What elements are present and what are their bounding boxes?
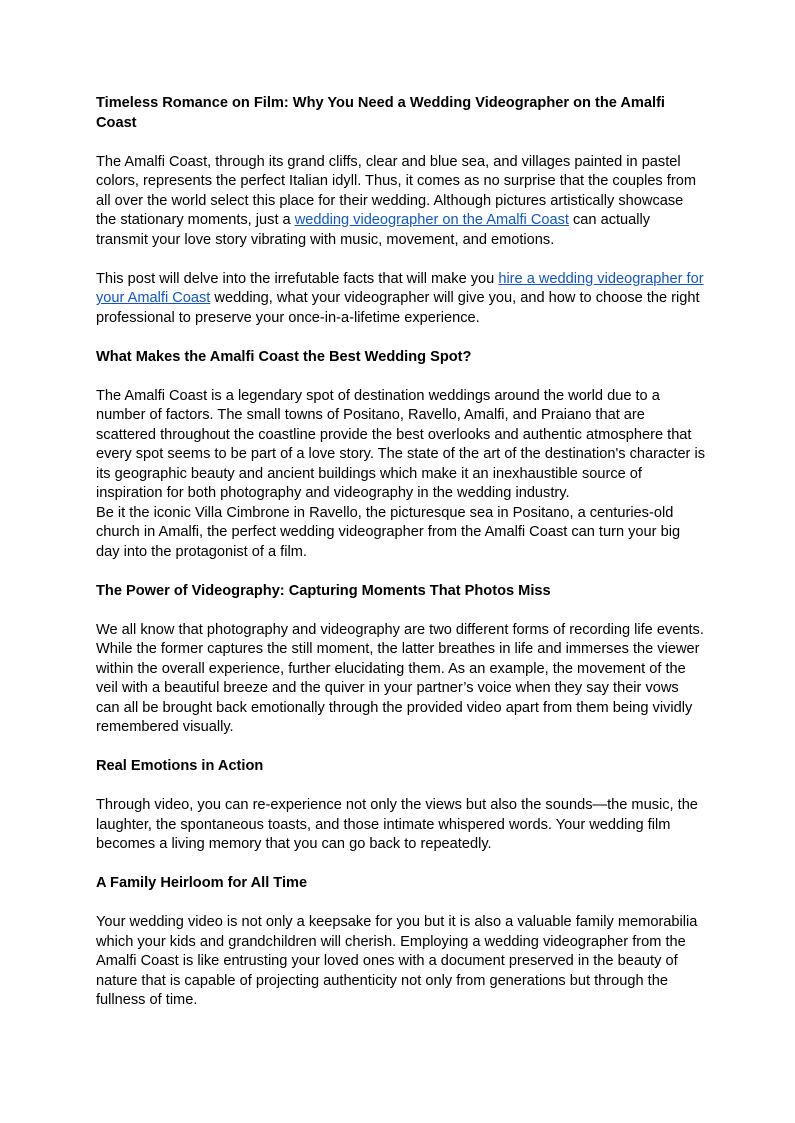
- best-spot-paragraph-2: Be it the iconic Villa Cimbrone in Ravello, the picturesque sea in Positano, a centuries-old church in Amalfi, the perfect wedding videographer from the Amalfi Coast can turn your big day into the protagonist of a film.: [96, 504, 681, 560]
- section-heading-real-emotions: Real Emotions in Action: [96, 758, 264, 774]
- real-emotions-paragraph: Through video, you can re-experience not only the views but also the sounds—the music, the laughter, the spontaneous toasts, and those intimate whispered words. Your wedding film becomes a living memory that you can go back to repeatedly.: [96, 797, 698, 852]
- best-spot-paragraph-1: The Amalfi Coast is a legendary spot of destination weddings around the world due to a number of factors. The small towns of Positano, Ravello, Amalfi, and Praiano that are scattered throughout the coastline provide the best overlooks and authentic atmosphere that every spot seems to be part of a love story. The state of the art of the destination's character is its geographic beauty and ancient buildings which make it an inexhaustible source of inspiration for both photography and videography in the wedding industry.: [96, 387, 706, 501]
- document-page: [96, 94, 706, 1030]
- intro-p1-text-before: The Amalfi Coast, through its grand cliffs, clear and blue sea, and villages painted in pastel colors, represents the perfect Italian idyll. Thus, it comes as no surprise that the couples from all over the world select this place for their wedding. Although pictures artistically showcase the stationary moments, just a: [96, 153, 696, 228]
- intro-paragraph-2: [96, 270, 706, 329]
- family-heirloom-paragraph: Your wedding video is not only a keepsake for you but it is also a valuable family memorabilia which your kids and grandchildren will cherish. Employing a wedding videographer from the Amalfi Coast is like entrusting your loved ones with a document preserved in the beauty of nature that is capable of projecting authenticity not only from generations but through the fullness of time.: [96, 914, 698, 1008]
- intro-paragraph-1: [96, 153, 706, 251]
- article-title: Timeless Romance on Film: Why You Need a Wedding Videographer on the Amalfi Coast: [96, 95, 665, 131]
- intro-p1-text-after: can actually transmit your love story vibrating with music, movement, and emotions.: [96, 212, 651, 248]
- section-heading-best-spot: What Makes the Amalfi Coast the Best Wedding Spot?: [96, 348, 472, 365]
- intro-p2-text-before: This post will delve into the irrefutable facts that will make you: [96, 270, 499, 287]
- power-of-videography-paragraph: We all know that photography and videography are two different forms of recording life events. While the former captures the still moment, the latter breathes in life and immerses the viewer within the overall experience, further elucidating them. As an example, the movement of the veil with a beautiful breeze and the quiver in your partner’s voice when they say their vows can all be brought back emotionally through the provided video apart from them being vividly remembered visually.: [96, 621, 704, 735]
- intro-p2-text-after: wedding, what your videographer will give you, and how to choose the right professional to preserve your once-in-a-lifetime experience.: [96, 290, 700, 326]
- section-heading-power-of-videography: The Power of Videography: Capturing Moments That Photos Miss: [96, 582, 551, 599]
- wedding-videographer-link[interactable]: wedding videographer on the Amalfi Coast: [294, 212, 569, 228]
- section-heading-family-heirloom: A Family Heirloom for All Time: [96, 875, 308, 891]
- hire-videographer-link[interactable]: hire a wedding videographer for your Amalfi Coast: [96, 270, 704, 306]
